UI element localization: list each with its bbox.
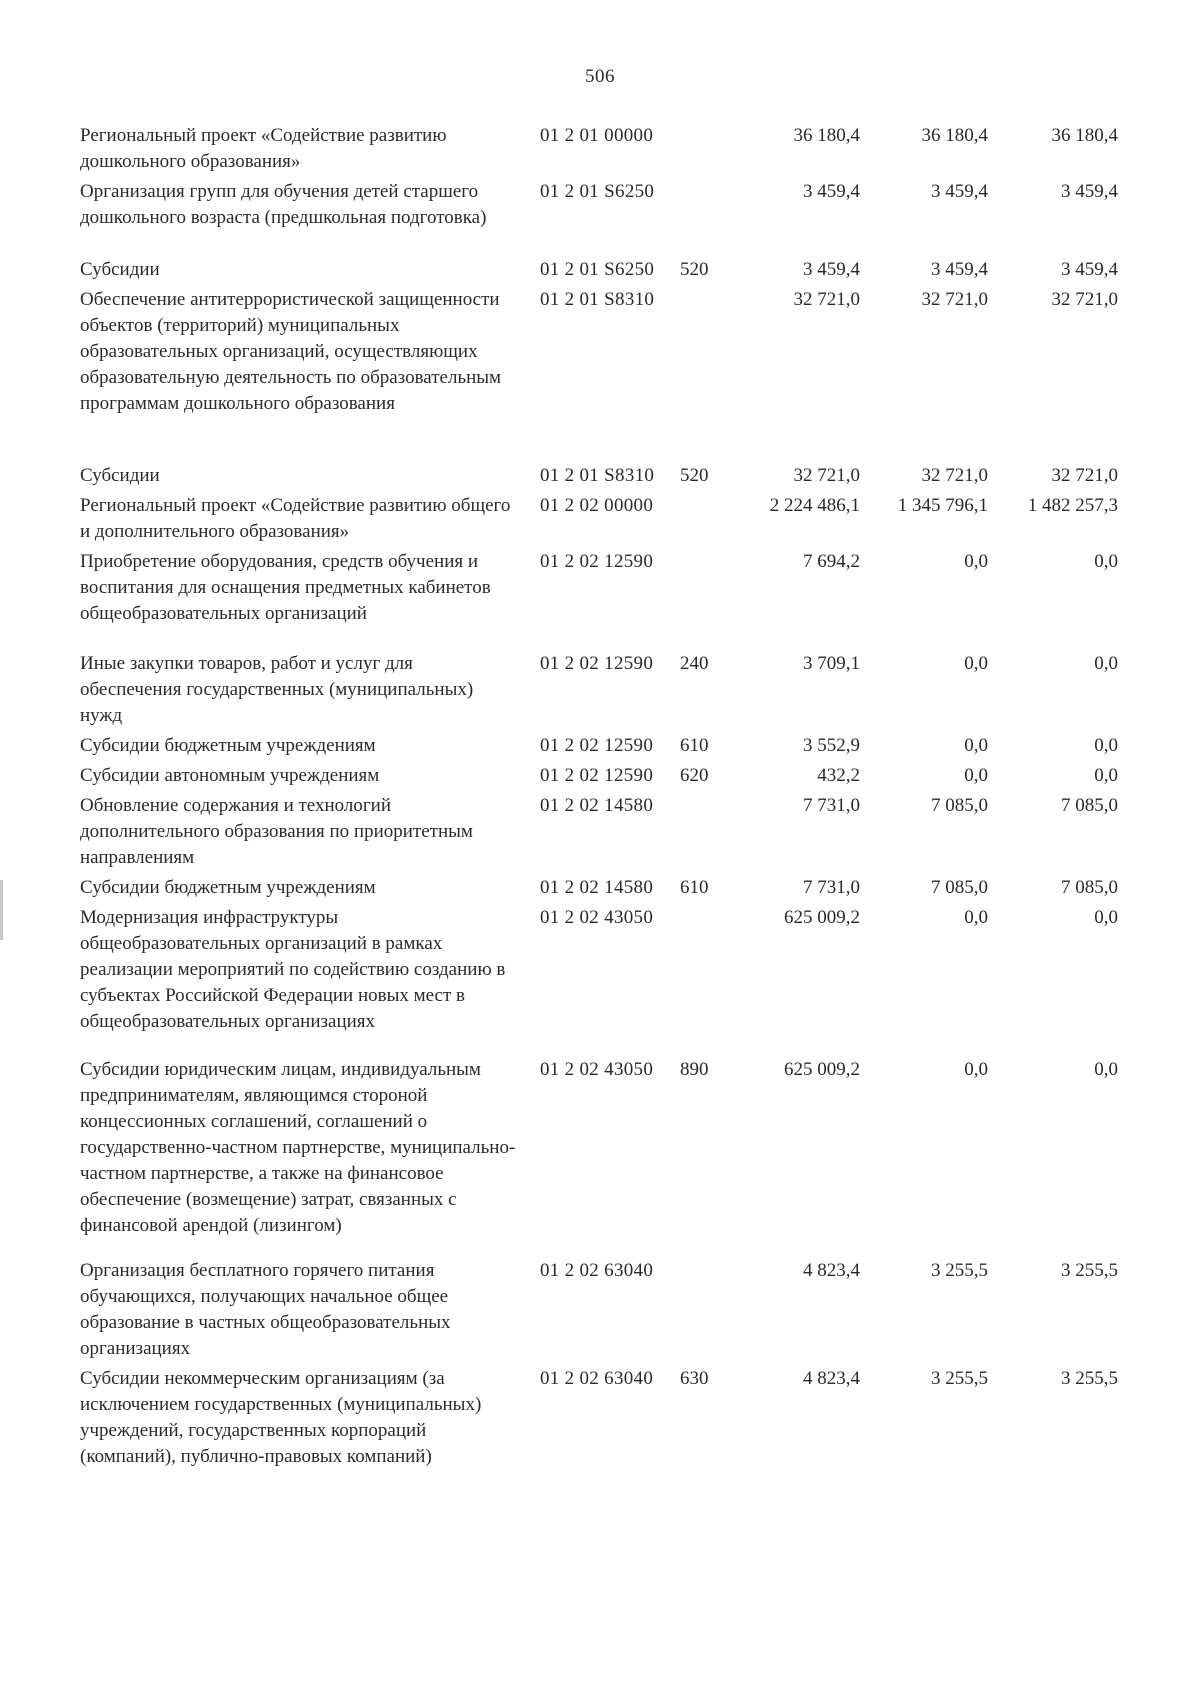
row-code: 01 2 02 14580 — [540, 877, 654, 899]
table-row — [80, 875, 1160, 901]
table-row — [80, 905, 1160, 1053]
row-amount-year3: 0,0 — [1094, 907, 1118, 929]
row-amount-year1: 7 694,2 — [803, 550, 860, 572]
row-amount-year3: 3 255,5 — [1061, 1259, 1118, 1281]
row-code: 01 2 02 12590 — [540, 735, 654, 757]
row-code: 01 2 01 S8310 — [540, 464, 655, 486]
row-name: Субсидии юридическим лицам, индивидуальным предпринимателям, являющимся стороной концессионных соглашений, соглашений о государственно-частном партнерстве, муниципально-частном партнерстве, а также на финансовое обеспечение (возмещение) затрат, связанных с финансовой арендой (лизингом) — [80, 1058, 516, 1236]
row-amount-year2: 32 721,0 — [921, 288, 988, 310]
row-amount-year2: 7 085,0 — [931, 795, 988, 817]
table-row — [80, 793, 1160, 871]
row-code: 01 2 02 12590 — [540, 765, 654, 787]
table-row — [80, 733, 1160, 759]
table-row — [80, 257, 1160, 283]
row-expense-type: 610 — [680, 877, 709, 899]
row-code: 01 2 02 12590 — [540, 653, 654, 675]
row-amount-year3: 0,0 — [1094, 550, 1118, 572]
row-code: 01 2 01 S6250 — [540, 258, 655, 280]
table-row — [80, 1057, 1160, 1254]
row-amount-year2: 36 180,4 — [921, 125, 988, 146]
row-code: 01 2 02 12590 — [540, 550, 654, 572]
row-amount-year2: 3 255,5 — [931, 1367, 988, 1389]
row-expense-type: 610 — [680, 735, 709, 757]
row-name: Приобретение оборудования, средств обучения и воспитания для оснащения предметных кабинетов общеобразовательных организаций — [80, 550, 491, 624]
row-amount-year3: 0,0 — [1094, 1058, 1118, 1080]
row-name: Модернизация инфраструктуры общеобразовательных организаций в рамках реализации мероприятий по содействию созданию в субъектах Российской Федерации новых мест в общеобразовательных организациях — [80, 907, 506, 1033]
row-code: 01 2 02 63040 — [540, 1367, 654, 1389]
row-amount-year2: 0,0 — [964, 653, 988, 675]
row-amount-year1: 432,2 — [817, 765, 860, 787]
row-amount-year2: 1 345 796,1 — [897, 494, 988, 516]
table-row — [80, 179, 1160, 253]
row-amount-year2: 3 459,4 — [931, 258, 988, 280]
row-amount-year1: 625 009,2 — [784, 907, 860, 929]
table-row — [80, 123, 1160, 175]
row-name: Субсидии автономным учреждениям — [80, 765, 380, 787]
row-name: Субсидии бюджетным учреждениям — [80, 877, 376, 899]
row-amount-year2: 32 721,0 — [921, 464, 988, 486]
row-amount-year1: 36 180,4 — [793, 125, 860, 146]
row-amount-year1: 2 224 486,1 — [769, 494, 860, 516]
row-code: 01 2 01 00000 — [540, 125, 654, 146]
row-amount-year1: 7 731,0 — [803, 877, 860, 899]
row-name: Субсидии бюджетным учреждениям — [80, 735, 376, 757]
row-amount-year1: 32 721,0 — [793, 288, 860, 310]
row-amount-year3: 1 482 257,3 — [1027, 494, 1118, 516]
row-amount-year3: 36 180,4 — [1051, 125, 1118, 146]
budget-table — [80, 123, 1160, 1493]
row-amount-year3: 3 459,4 — [1061, 181, 1118, 202]
row-expense-type: 520 — [680, 464, 709, 486]
row-name: Региональный проект «Содействие развитию общего и дополнительного образования» — [80, 494, 511, 542]
row-code: 01 2 01 S8310 — [540, 288, 655, 310]
table-row — [80, 1258, 1160, 1362]
table-row — [80, 651, 1160, 729]
row-amount-year1: 4 823,4 — [803, 1367, 860, 1389]
row-code: 01 2 02 43050 — [540, 1058, 654, 1080]
row-expense-type: 520 — [680, 258, 709, 280]
row-amount-year3: 32 721,0 — [1051, 464, 1118, 486]
table-row — [80, 549, 1160, 647]
page-number: 506 — [585, 66, 615, 87]
row-amount-year1: 3 459,4 — [803, 258, 860, 280]
row-amount-year3: 7 085,0 — [1061, 795, 1118, 817]
row-name: Организация бесплатного горячего питания обучающихся, получающих начальное общее образование в частных общеобразовательных организациях — [80, 1259, 451, 1359]
row-expense-type: 630 — [680, 1367, 709, 1389]
row-amount-year2: 0,0 — [964, 550, 988, 572]
row-name: Обновление содержания и технологий дополнительного образования по приоритетным направлениям — [80, 795, 473, 869]
row-amount-year1: 4 823,4 — [803, 1259, 860, 1281]
row-amount-year1: 3 552,9 — [803, 735, 860, 757]
row-amount-year2: 3 255,5 — [931, 1259, 988, 1281]
row-amount-year1: 7 731,0 — [803, 795, 860, 817]
row-amount-year3: 32 721,0 — [1051, 288, 1118, 310]
row-code: 01 2 01 S6250 — [540, 181, 655, 202]
row-expense-type: 890 — [680, 1058, 709, 1080]
row-amount-year3: 7 085,0 — [1061, 877, 1118, 899]
row-code: 01 2 02 14580 — [540, 795, 654, 817]
row-code: 01 2 02 63040 — [540, 1259, 654, 1281]
table-row — [80, 493, 1160, 545]
row-name: Субсидии — [80, 464, 160, 486]
row-amount-year1: 3 459,4 — [803, 181, 860, 202]
row-amount-year3: 0,0 — [1094, 735, 1118, 757]
row-amount-year2: 7 085,0 — [931, 877, 988, 899]
row-amount-year3: 0,0 — [1094, 653, 1118, 675]
row-name: Организация групп для обучения детей старшего дошкольного возраста (предшкольная подготовка) — [80, 181, 487, 228]
table-row — [80, 463, 1160, 489]
row-name: Субсидии некоммерческим организациям (за исключением государственных (муниципальных) учреждений, государственных корпораций (компаний), публично-правовых компаний) — [80, 1367, 482, 1467]
row-amount-year2: 3 459,4 — [931, 181, 988, 202]
row-amount-year3: 3 255,5 — [1061, 1367, 1118, 1389]
row-amount-year1: 625 009,2 — [784, 1058, 860, 1080]
scan-artifact — [0, 880, 3, 940]
row-amount-year3: 3 459,4 — [1061, 258, 1118, 280]
row-amount-year1: 3 709,1 — [803, 653, 860, 675]
row-name: Региональный проект «Содействие развитию дошкольного образования» — [80, 125, 447, 172]
row-name: Обеспечение антитеррористической защищенности объектов (территорий) муниципальных образовательных организаций, осуществляющих образовательную деятельность по образовательным программам дошкольного образования — [80, 288, 502, 414]
row-amount-year1: 32 721,0 — [793, 464, 860, 486]
row-expense-type: 620 — [680, 765, 709, 787]
table-row — [80, 287, 1160, 459]
row-amount-year2: 0,0 — [964, 907, 988, 929]
table-row — [80, 763, 1160, 789]
row-expense-type: 240 — [680, 653, 709, 675]
row-name: Субсидии — [80, 258, 160, 280]
row-amount-year2: 0,0 — [964, 1058, 988, 1080]
row-amount-year2: 0,0 — [964, 765, 988, 787]
row-code: 01 2 02 43050 — [540, 907, 654, 929]
row-amount-year2: 0,0 — [964, 735, 988, 757]
row-code: 01 2 02 00000 — [540, 494, 654, 516]
row-amount-year3: 0,0 — [1094, 765, 1118, 787]
row-name: Иные закупки товаров, работ и услуг для обеспечения государственных (муниципальных) нужд — [80, 653, 474, 727]
table-row — [80, 1366, 1160, 1489]
